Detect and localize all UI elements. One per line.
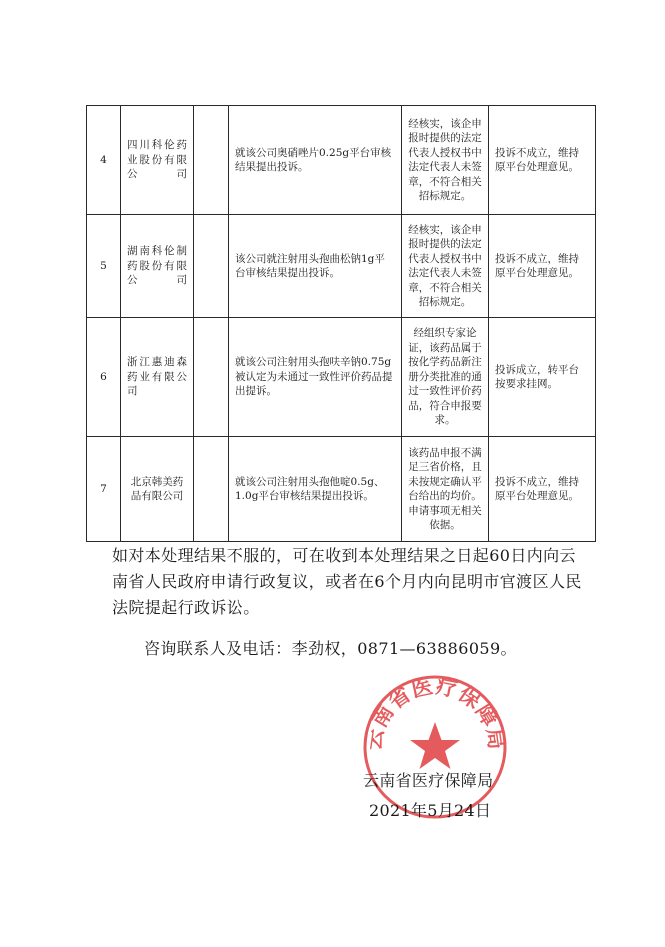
blank-cell [194, 215, 229, 318]
complaint-description: 就该公司注射用头孢他啶0.5g、1.0g平台审核结果提出投诉。 [229, 437, 402, 542]
complaint-description: 该公司就注射用头孢曲松钠1g平台审核结果提出投诉。 [229, 215, 402, 318]
handling-result: 投诉不成立，维持原平台处理意见。 [489, 437, 596, 542]
review-reason: 经核实，该企申报时提供的法定代表人授权书中法定代表人未签章，不符合相关招标规定。 [402, 215, 489, 318]
table-row [87, 318, 596, 437]
blank-cell [194, 106, 229, 215]
row-number: 6 [87, 318, 121, 437]
company-name: 四川科伦药业股份有限公司 [121, 106, 194, 215]
complaint-description: 就该公司注射用头孢呋辛钠0.75g被认定为未通过一致性评价药品提出提诉。 [229, 318, 402, 437]
review-reason: 该药品申报不满足三省价格，且未按规定确认平台给出的均价。申请事项无相关依据。 [402, 437, 489, 542]
row-number: 7 [87, 437, 121, 542]
appeal-paragraph: 如对本处理结果不服的，可在收到本处理结果之日起60日内向云南省人民政府申请行政复议，或者在6个月内向昆明市官渡区人民法院提起行政诉讼。 [112, 546, 582, 617]
review-reason: 经组织专家论证，该药品属于按化学药品新注册分类批准的通过一致性评价药品，符合申报要求。 [402, 318, 489, 437]
table-row [87, 215, 596, 318]
blank-cell [194, 437, 229, 542]
complaint-description: 就该公司奥硝唑片0.25g平台审核结果提出投诉。 [229, 106, 402, 215]
blank-cell [194, 318, 229, 437]
issue-date: 2021年5月24日 [369, 801, 492, 820]
handling-result: 投诉不成立，维持原平台处理意见。 [489, 215, 596, 318]
table-row [87, 437, 596, 542]
review-reason: 经核实，该企申报时提供的法定代表人授权书中法定代表人未签章，不符合相关招标规定。 [402, 106, 489, 215]
row-number: 4 [87, 106, 121, 215]
handling-result: 投诉不成立，维持原平台处理意见。 [489, 106, 596, 215]
handling-result: 投诉成立，转平台按要求挂网。 [489, 318, 596, 437]
complaint-table [86, 105, 596, 542]
contact-paragraph: 咨询联系人及电话：李劲权，0871—63886059。 [144, 639, 517, 658]
company-name: 浙江惠迪森药业有限公司 [121, 318, 194, 437]
company-name: 北京韩美药品有限公司 [121, 437, 194, 542]
row-number: 5 [87, 215, 121, 318]
table-row [87, 106, 596, 215]
issuing-organization: 云南省医疗保障局 [363, 771, 494, 790]
company-name: 湖南科伦制药股份有限公司 [121, 215, 194, 318]
seal-text: 云南省医疗保障局 [361, 673, 509, 752]
